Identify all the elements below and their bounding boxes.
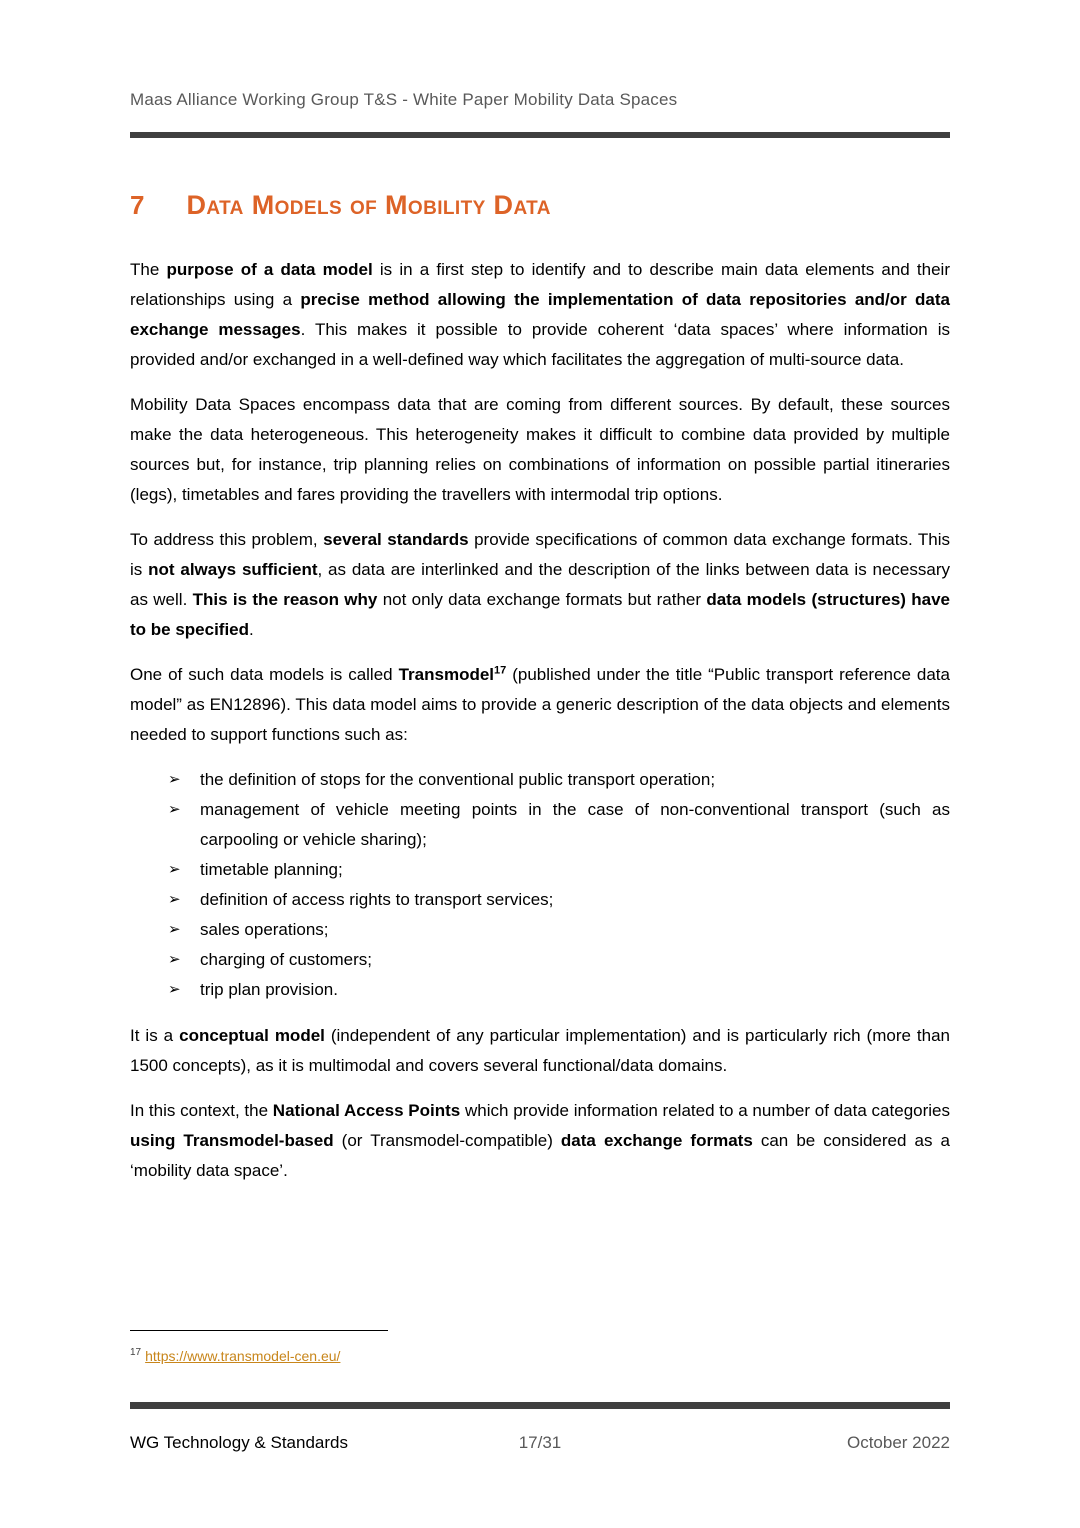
bullet-text: charging of customers; (200, 950, 372, 969)
list-item (168, 765, 950, 795)
footnote-area (130, 1330, 950, 1364)
paragraph-transmodel: One of such data models is called Transmodel$^{17}$ (published under the title “Public transport reference data model” as EN12896). This data model aims to provide a generic description of the data objects and elements needed to support functions such as: (130, 664, 950, 744)
footer-page-number: 17/31 (518, 1433, 562, 1452)
section-number: 7 (130, 190, 145, 220)
list-item (168, 915, 950, 945)
document-page (130, 0, 950, 1201)
footnote-marker: 17 (130, 1347, 142, 1358)
arrow-bullet-icon: ➢ (168, 801, 181, 818)
function-bullet-list (168, 765, 950, 1005)
paragraph-purpose: The purpose of a data model is in a first step to identify and to describe main data elements and their relationships using a precise method allowing the implementation of data repositories and/or data exchange messages. This makes it possible to provide coherent ‘data spaces’ where information is provided and/or exchanged in a well-defined way which facilitates the aggregation of multi-source data. (130, 260, 950, 369)
bullet-text: trip plan provision. (200, 980, 338, 999)
arrow-bullet-icon: ➢ (168, 921, 181, 938)
list-item (168, 795, 950, 855)
bullet-text: sales operations; (200, 920, 329, 939)
footer-working-group: WG Technology & Standards (130, 1433, 348, 1452)
document-footer (130, 1402, 950, 1453)
section-heading (130, 190, 950, 221)
arrow-bullet-icon: ➢ (168, 891, 181, 908)
arrow-bullet-icon: ➢ (168, 771, 181, 788)
bullet-text: the definition of stops for the conventional public transport operation; (200, 770, 716, 789)
paragraph-national-access-points: In this context, the National Access Points which provide information related to a number of data categories using Transmodel-based (or Transmodel-compatible) data exchange formats can be considered as a ‘mobility data space’. (130, 1101, 950, 1180)
document-header-title: Maas Alliance Working Group T&S - White Paper Mobility Data Spaces (130, 90, 678, 109)
paragraph-conceptual-model: It is a conceptual model (independent of any particular implementation) and is particularly rich (more than 1500 concepts), as it is multimodal and covers several functional/data domains. (130, 1026, 950, 1075)
bullet-text: management of vehicle meeting points in the case of non-conventional transport (such as carpooling or vehicle sharing); (200, 800, 950, 849)
list-item (168, 975, 950, 1005)
bullet-text: timetable planning; (200, 860, 343, 879)
footer-date: October 2022 (846, 1433, 950, 1452)
arrow-bullet-icon: ➢ (168, 951, 181, 968)
arrow-bullet-icon: ➢ (168, 981, 181, 998)
section-title: Data Models of Mobility Data (186, 190, 551, 220)
footer-row (130, 1433, 950, 1453)
footnote-divider (130, 1330, 388, 1331)
list-item (168, 855, 950, 885)
arrow-bullet-icon: ➢ (168, 861, 181, 878)
footer-divider (130, 1402, 950, 1409)
list-item (168, 945, 950, 975)
paragraph-standards: To address this problem, several standards provide specifications of common data exchange formats. This is not always sufficient, as data are interlinked and the description of the links between data is necessary as well. This is the reason why not only data exchange formats but rather data models (structures) have to be specified. (130, 530, 951, 639)
footnote-link[interactable]: https://www.transmodel-cen.eu/ (145, 1347, 341, 1364)
footnote-line (130, 1347, 950, 1364)
header-divider (130, 132, 950, 138)
bullet-text: definition of access rights to transport services; (200, 890, 554, 909)
body-copy (130, 255, 950, 1186)
paragraph-mobility-data-spaces: Mobility Data Spaces encompass data that are coming from different sources. By default, these sources make the data heterogeneous. This heterogeneity makes it difficult to combine data provided by multiple sources but, for instance, trip planning relies on combinations of information on possible partial itineraries (legs), timetables and fares providing the travellers with intermodal trip options. (130, 395, 950, 504)
list-item (168, 885, 950, 915)
